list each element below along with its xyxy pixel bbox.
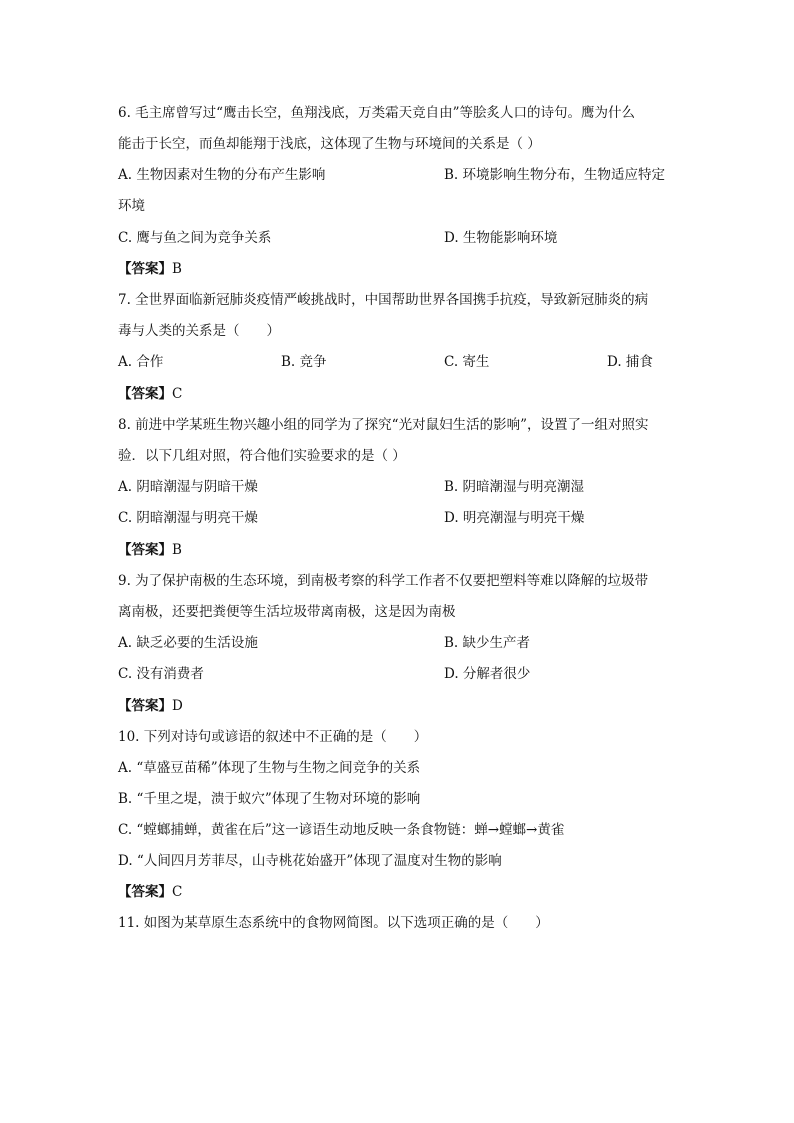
q10-option-b: B. “千里之堤，溃于蚁穴”体现了生物对环境的影响 [118,791,421,807]
q7-stem-line1: 7. 全世界面临新冠肺炎疫情严峻挑战时，中国帮助世界各国携手抗疫，导致新冠肺炎的病 [118,292,649,308]
q7-answer [118,384,182,404]
q8-option-d: D. 明亮潮湿与明亮干燥 [444,510,585,526]
q10-answer-label: 【答案】 [118,884,172,900]
q7-answer-value: C [172,386,183,402]
q6-option-d: D. 生物能影响环境 [444,230,558,246]
q10-option-a: A. “草盛豆苗稀”体现了生物与生物之间竞争的关系 [118,760,421,776]
q8-option-b: B. 阴暗潮湿与明亮潮湿 [444,479,585,495]
q9-answer [118,696,183,716]
q9-stem-line1: 9. 为了保护南极的生态环境，到南极考察的科学工作者不仅要把塑料等难以降解的垃圾带 [118,573,649,589]
q6-stem-line1: 6. 毛主席曾写过“鹰击长空，鱼翔浅底，万类霜天竞自由”等脍炙人口的诗句。鹰为什么 [118,105,635,121]
q7-option-c: C. 寄生 [444,354,490,370]
q7-option-d: D. 捕食 [607,354,653,370]
q9-option-b: B. 缺少生产者 [444,635,531,651]
q9-stem-line2: 离南极，还要把粪便等生活垃圾带离南极，这是因为南极 [118,604,456,620]
q10-option-d: D. “人间四月芳菲尽，山寺桃花始盛开”体现了温度对生物的影响 [118,853,502,869]
q8-answer-value: B [172,542,182,558]
q11-stem-line1: 11. 如图为某草原生态系统中的食物网简图。以下选项正确的是（ ） [118,915,549,931]
q9-answer-label: 【答案】 [118,698,172,714]
q8-answer [118,540,182,560]
q7-option-b: B. 竞争 [281,354,327,370]
q6-answer-label: 【答案】 [118,261,172,277]
q9-option-c: C. 没有消费者 [118,666,204,682]
q7-answer-label: 【答案】 [118,386,172,402]
q8-stem-line1: 8. 前进中学某班生物兴趣小组的同学为了探究“光对鼠妇生活的影响”，设置了一组对照实 [118,417,649,433]
q6-answer-value: B [172,261,182,277]
q8-option-c: C. 阴暗潮湿与明亮干燥 [118,510,258,526]
q6-option-a: A. 生物因素对生物的分布产生影响 [118,167,326,183]
q10-answer [118,882,182,902]
q6-stem-line2: 能击于长空，而鱼却能翔于浅底，这体现了生物与环境间的关系是（ ） [118,136,541,152]
q10-option-c: C. “螳螂捕蝉，黄雀在后”这一谚语生动地反映一条食物链：蝉→螳螂→黄雀 [118,822,565,838]
q10-stem-line1: 10. 下列对诗句或谚语的叙述中不正确的是（ ） [118,729,428,745]
q9-answer-value: D [172,698,183,714]
q8-stem-line2: 验．以下几组对照，符合他们实验要求的是（ ） [118,448,406,464]
q10-answer-value: C [172,884,183,900]
q8-answer-label: 【答案】 [118,542,172,558]
q7-stem-line2: 毒与人类的关系是（ ） [118,323,280,339]
q6-answer [118,259,182,279]
q9-option-d: D. 分解者很少 [444,666,531,682]
q6-option-c: C. 鹰与鱼之间为竞争关系 [118,230,272,246]
q8-option-a: A. 阴暗潮湿与阴暗干燥 [118,479,258,495]
q6-option-b-cont: 环境 [118,198,145,214]
q9-option-a: A. 缺乏必要的生活设施 [118,635,258,651]
q6-option-b: B. 环境影响生物分布，生物适应特定 [444,167,666,183]
q7-option-a: A. 合作 [118,354,164,370]
